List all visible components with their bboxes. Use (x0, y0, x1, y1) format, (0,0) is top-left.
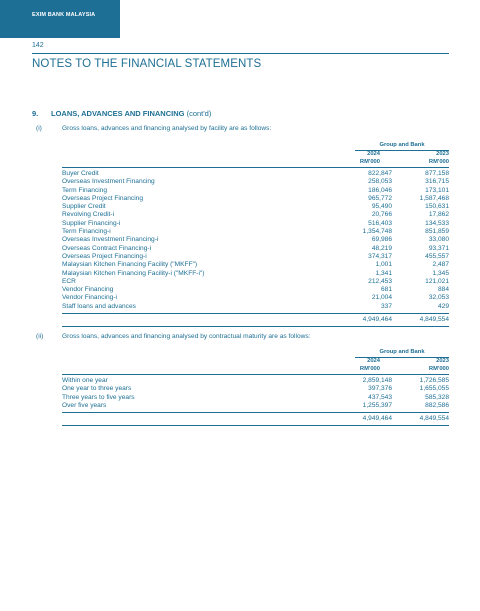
row-label: Overseas Project Financing-i (62, 252, 147, 260)
row-value-2023: 316,715 (425, 178, 449, 186)
table-row (62, 228, 449, 236)
row-label: Within one year (62, 377, 108, 384)
row-value-2024: 95,490 (371, 203, 392, 211)
table-i-col-2023-unit: RM'000 (428, 159, 449, 166)
row-value-2024: 437,543 (368, 393, 392, 401)
section-title-suffix: (cont'd) (186, 109, 212, 118)
table-row (62, 203, 449, 211)
row-value-2024: 374,317 (368, 252, 392, 260)
table-ii-col-2023 (399, 357, 449, 374)
row-value-2024: 965,772 (368, 194, 392, 202)
row-value-2024: 48,219 (371, 244, 392, 252)
row-value-2023: 1,655,055 (419, 385, 449, 393)
row-label: Three years to five years (62, 393, 135, 401)
row-label: One year to three years (62, 385, 132, 393)
row-value-2024: 258,053 (368, 178, 392, 186)
row-value-2024: 397,376 (368, 385, 392, 393)
row-value-2024: 822,847 (368, 170, 392, 177)
table-row (62, 220, 449, 228)
row-label: Overseas Project Financing (62, 194, 143, 202)
row-value-2023: 1,587,468 (419, 194, 449, 202)
row-label: Over five years (62, 401, 107, 409)
table-i-total-2023: 4,849,554 (419, 315, 449, 323)
table-row (62, 211, 449, 219)
row-value-2023: 429 (437, 302, 449, 310)
row-value-2023: 121,021 (425, 277, 449, 285)
table-row (62, 402, 449, 410)
table-ii-total-2024: 4,949,464 (362, 414, 392, 422)
row-label: Overseas Contract Financing-i (62, 244, 152, 252)
row-label: Malaysian Kitchen Financing Facility ("MKFF") (62, 261, 198, 269)
row-value-2023: 32,053 (428, 294, 449, 302)
row-value-2023: 150,631 (425, 203, 449, 211)
table-row (62, 303, 449, 311)
table-ii-group-header: Group and Bank (379, 349, 425, 355)
table-row (62, 385, 449, 393)
table-ii-total-rule-top (62, 412, 449, 413)
row-label: Revolving Credit-i (62, 211, 115, 219)
row-value-2024: 20,766 (371, 211, 392, 219)
table-ii-col-2023-unit: RM'000 (428, 366, 449, 373)
row-label: Supplier Credit (62, 203, 106, 211)
section-title (51, 109, 211, 118)
row-label: Overseas Investment Financing-i (62, 236, 159, 244)
table-ii-total-2023: 4,849,554 (419, 414, 449, 422)
row-value-2024: 212,453 (368, 277, 392, 285)
row-label: Term Financing-i (62, 228, 111, 236)
table-row (62, 294, 449, 302)
table-row (62, 377, 449, 385)
row-label: Term Financing (62, 186, 108, 194)
row-value-2023: 17,862 (428, 211, 449, 219)
section-title-text: LOANS, ADVANCES AND FINANCING (51, 109, 185, 118)
row-value-2024: 21,004 (371, 294, 392, 302)
table-i-total-rule-bottom (62, 326, 449, 327)
table-row (62, 253, 449, 261)
table-ii-col-2024-year: 2024 (367, 358, 380, 364)
row-label: Vendor Financing (62, 286, 114, 294)
row-value-2023: 1,345 (432, 269, 449, 277)
row-value-2024: 1,354,748 (362, 228, 392, 236)
table-ii-total-rule-bottom (62, 425, 449, 426)
table-i-group-header: Group and Bank (379, 142, 425, 148)
table-row (62, 236, 449, 244)
header-tab (0, 0, 120, 38)
row-value-2023: 33,080 (428, 236, 449, 244)
table-ii-body (62, 377, 449, 410)
row-value-2024: 1,255,397 (362, 401, 392, 409)
row-label: Overseas Investment Financing (62, 178, 155, 186)
row-value-2023: 93,371 (428, 244, 449, 252)
table-row (62, 278, 449, 286)
row-value-2023: 884 (437, 286, 449, 294)
table-row (62, 394, 449, 402)
table-row (62, 178, 449, 186)
table-i-col-2023-year: 2023 (436, 151, 449, 157)
table-i-col-2024-unit: RM'000 (359, 159, 380, 166)
row-value-2023: 455,557 (425, 252, 449, 260)
row-value-2024: 337 (380, 302, 392, 310)
row-value-2024: 69,986 (371, 236, 392, 244)
table-row (62, 187, 449, 195)
row-value-2023: 851,859 (425, 228, 449, 236)
row-label: Vendor Financing-i (62, 294, 117, 302)
row-label: Buyer Credit (62, 170, 99, 177)
row-value-2024: 681 (380, 286, 392, 294)
row-value-2024: 2,859,148 (362, 377, 392, 384)
table-ii-col-2023-year: 2023 (436, 358, 449, 364)
table-row (62, 261, 449, 269)
table-ii-marker: (ii) (36, 333, 44, 340)
table-i-marker: (i) (36, 125, 42, 132)
row-value-2023: 173,101 (425, 186, 449, 194)
row-value-2023: 585,328 (425, 393, 449, 401)
row-value-2023: 134,533 (425, 219, 449, 227)
table-row (62, 270, 449, 278)
table-ii-col-2024 (330, 357, 380, 374)
row-label: Malaysian Kitchen Financing Facility-i ("MKFF-i") (62, 269, 205, 277)
table-ii-total-row (62, 415, 449, 423)
table-row (62, 170, 449, 178)
table-row (62, 245, 449, 253)
table-i-total-rule-top (62, 313, 449, 314)
row-label: Staff loans and advances (62, 302, 136, 310)
table-row (62, 286, 449, 294)
row-value-2023: 2,487 (432, 261, 449, 269)
row-value-2024: 186,046 (368, 186, 392, 194)
table-ii-col-2024-unit: RM'000 (359, 366, 380, 373)
bank-name: EXIM BANK MALAYSIA (32, 12, 96, 18)
row-value-2024: 1,341 (375, 269, 392, 277)
row-value-2024: 1,001 (375, 261, 392, 269)
table-i-body (62, 170, 449, 311)
table-i-col-2024-year: 2024 (367, 151, 380, 157)
table-row (62, 195, 449, 203)
table-i-total-2024: 4,949,464 (362, 315, 392, 323)
row-value-2023: 1,726,585 (419, 377, 449, 384)
row-value-2023: 882,586 (425, 401, 449, 409)
table-i-col-2023 (399, 150, 449, 167)
table-i-caption: Gross loans, advances and financing analysed by facility are as follows: (62, 125, 272, 132)
document-title: NOTES TO THE FINANCIAL STATEMENTS (32, 58, 262, 70)
table-i-header-rule (62, 167, 449, 168)
header-divider (32, 53, 449, 54)
row-value-2024: 516,403 (368, 219, 392, 227)
table-ii-caption: Gross loans, advances and financing analysed by contractual maturity are as follows: (62, 333, 311, 340)
row-label: ECR (62, 277, 76, 285)
table-i-total-row (62, 316, 449, 324)
table-ii-header-rule (62, 374, 449, 375)
table-i-col-2024 (330, 150, 380, 167)
row-value-2023: 877,158 (425, 170, 449, 177)
row-label: Supplier Financing-i (62, 219, 121, 227)
section-number: 9. (32, 109, 39, 118)
page-number: 142 (32, 42, 44, 49)
